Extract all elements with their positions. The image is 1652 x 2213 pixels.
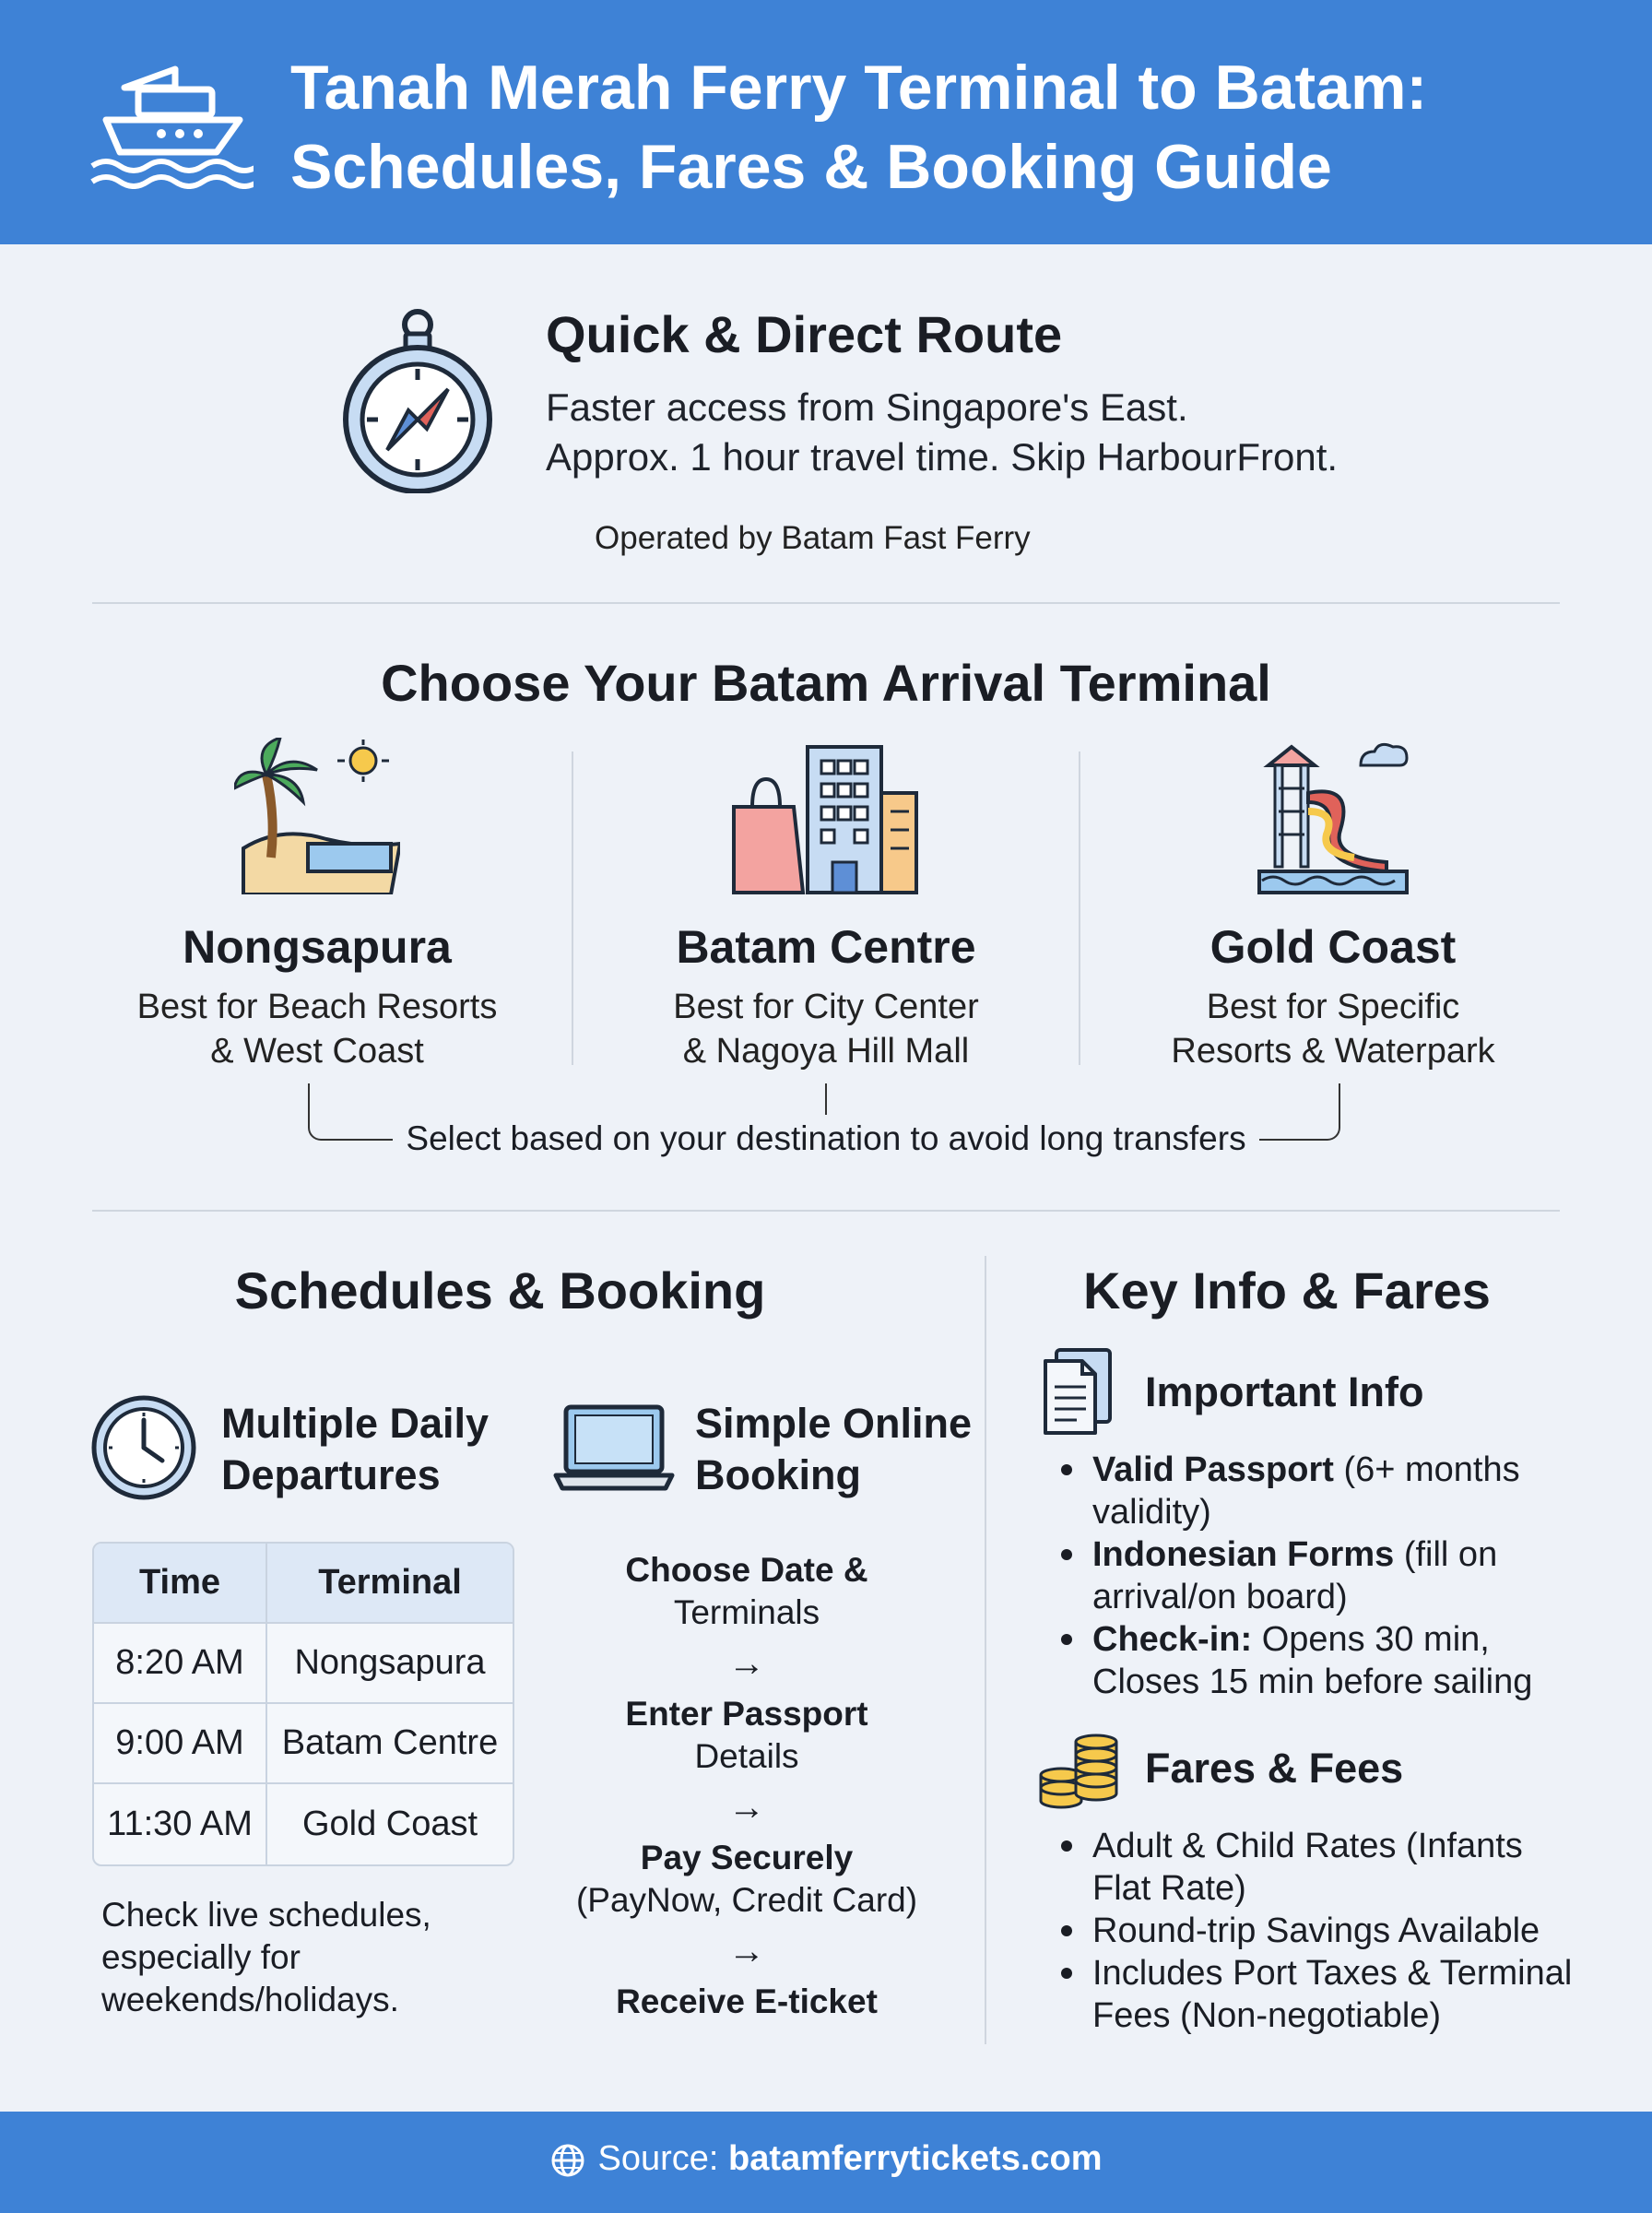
info-item-text: arrival/on board) xyxy=(1092,1578,1348,1616)
fares-list xyxy=(1092,1825,1609,2037)
info-item-text: (fill on xyxy=(1394,1535,1498,1574)
fare-item-text: Round-trip Savings Available xyxy=(1092,1911,1540,1950)
palm-beach-icon xyxy=(234,738,400,894)
info-item-text: (6+ months xyxy=(1333,1450,1520,1489)
note-line: especially for xyxy=(101,1938,301,1976)
title-line-2: Schedules, Fares & Booking Guide xyxy=(290,132,1332,202)
booking-heading xyxy=(695,1398,972,1501)
departures-heading-line: Multiple Daily xyxy=(221,1400,490,1447)
column-divider xyxy=(985,1256,986,2044)
table-header-time: Time xyxy=(94,1544,267,1624)
fare-item-text: Adult & Child Rates (Infants xyxy=(1092,1827,1523,1865)
table-row xyxy=(94,1624,513,1704)
quick-route-line-1: Faster access from Singapore's East. xyxy=(546,385,1188,429)
booking-step-title: Pay Securely xyxy=(640,1839,854,1876)
terminal-desc xyxy=(64,985,571,1073)
terminal-desc-line: Resorts & Waterpark xyxy=(1171,1032,1495,1071)
clock-icon xyxy=(90,1394,197,1501)
booking-heading-line: Simple Online xyxy=(695,1400,973,1447)
terminal-card-nongsapura xyxy=(64,738,571,1073)
header-banner xyxy=(0,0,1652,244)
fare-item-text: Flat Rate) xyxy=(1092,1869,1246,1908)
table-row xyxy=(94,1784,513,1864)
footer-banner xyxy=(0,2112,1652,2213)
info-item-text: Opens 30 min, xyxy=(1252,1620,1490,1659)
booking-step-title: Enter Passport xyxy=(625,1695,868,1733)
laptop-icon xyxy=(553,1402,675,1494)
info-item-text: validity) xyxy=(1092,1493,1211,1532)
list-item xyxy=(1092,1910,1609,1952)
booking-step-detail: Terminals xyxy=(673,1593,820,1631)
info-item-text: Closes 15 min before sailing xyxy=(1092,1663,1533,1701)
arrow-right-icon: → xyxy=(728,1787,765,1828)
terminal-desc-line: Best for City Center xyxy=(673,988,979,1026)
terminal-desc xyxy=(572,985,1080,1073)
booking-step xyxy=(535,1981,959,2023)
ship-icon xyxy=(88,51,254,189)
list-item xyxy=(1092,1825,1609,1910)
source-line xyxy=(0,2139,1652,2179)
divider xyxy=(92,1210,1560,1212)
arrow-right-icon: → xyxy=(728,1643,765,1684)
departures-heading-line: Departures xyxy=(221,1451,441,1498)
info-item-label: Indonesian Forms xyxy=(1092,1535,1395,1574)
page-title xyxy=(290,48,1627,207)
table-header-terminal: Terminal xyxy=(267,1544,513,1624)
list-item xyxy=(1092,1952,1609,2037)
booking-step-title: Choose Date & xyxy=(625,1551,868,1589)
quick-route-title: Quick & Direct Route xyxy=(546,305,1063,363)
table-cell-terminal: Nongsapura xyxy=(267,1624,513,1704)
quick-route-line-2: Approx. 1 hour travel time. Skip HarbourFront. xyxy=(546,435,1339,479)
globe-icon xyxy=(549,2142,586,2179)
table-cell-terminal: Batam Centre xyxy=(267,1704,513,1784)
city-shopping-icon xyxy=(729,738,923,894)
departures-heading xyxy=(221,1398,489,1501)
table-row xyxy=(94,1704,513,1784)
table-cell-time: 11:30 AM xyxy=(94,1784,267,1864)
terminal-card-batam-centre xyxy=(572,738,1080,1073)
important-info-heading: Important Info xyxy=(1145,1368,1424,1415)
terminal-desc-line: & West Coast xyxy=(210,1032,424,1071)
terminal-name: Nongsapura xyxy=(183,921,452,973)
terminal-desc-line: & Nagoya Hill Mall xyxy=(682,1032,970,1071)
source-label: Source: xyxy=(597,2139,728,2178)
title-line-1: Tanah Merah Ferry Terminal to Batam: xyxy=(290,53,1428,123)
schedule-table xyxy=(92,1542,514,1866)
selection-bracket-stem xyxy=(825,1083,827,1115)
fare-item-text: Includes Port Taxes & Terminal xyxy=(1092,1954,1573,1993)
table-cell-time: 9:00 AM xyxy=(94,1704,267,1784)
terminal-card-gold-coast xyxy=(1080,738,1587,1073)
source-link[interactable]: batamferrytickets.com xyxy=(728,2139,1103,2178)
terminal-desc-line: Best for Beach Resorts xyxy=(136,988,498,1026)
schedule-check-note xyxy=(101,1894,489,2021)
booking-heading-line: Booking xyxy=(695,1451,861,1498)
terminals-title: Choose Your Batam Arrival Terminal xyxy=(381,654,1271,712)
document-icon xyxy=(1042,1346,1115,1437)
schedules-title: Schedules & Booking xyxy=(234,1261,766,1320)
booking-step xyxy=(535,1837,959,1922)
fare-item-text: Fees (Non-negotiable) xyxy=(1092,1996,1442,2035)
important-info-list xyxy=(1092,1449,1609,1703)
terminal-name: Batam Centre xyxy=(676,921,976,973)
terminal-desc xyxy=(1080,985,1587,1073)
booking-step-title: Receive E-ticket xyxy=(616,1982,878,2020)
table-header-row xyxy=(94,1544,513,1624)
waterpark-icon xyxy=(1255,738,1411,894)
note-line: Check live schedules, xyxy=(101,1896,431,1934)
list-item xyxy=(1092,1533,1609,1618)
fares-heading: Fares & Fees xyxy=(1145,1745,1404,1792)
info-item-label: Check-in: xyxy=(1092,1620,1253,1659)
booking-step-detail: Details xyxy=(694,1737,799,1775)
booking-step xyxy=(535,1693,959,1778)
operator-note: Operated by Batam Fast Ferry xyxy=(595,520,1031,556)
key-info-title: Key Info & Fares xyxy=(1083,1261,1491,1320)
table-cell-time: 8:20 AM xyxy=(94,1624,267,1704)
terminal-name: Gold Coast xyxy=(1210,921,1457,973)
booking-steps xyxy=(535,1549,959,2023)
note-line: weekends/holidays. xyxy=(101,1981,399,2018)
table-cell-terminal: Gold Coast xyxy=(301,1805,478,1843)
divider xyxy=(92,602,1560,604)
terminal-selection-note-text: Select based on your destination to avoid long transfers xyxy=(393,1119,1258,1157)
compass-icon xyxy=(339,304,496,493)
list-item xyxy=(1092,1618,1609,1703)
info-item-label: Valid Passport xyxy=(1092,1450,1334,1489)
coins-icon xyxy=(1037,1729,1122,1810)
booking-step xyxy=(535,1549,959,1634)
terminal-selection-note xyxy=(0,1119,1652,1158)
booking-step-detail: (PayNow, Credit Card) xyxy=(575,1881,918,1919)
arrow-right-icon: → xyxy=(728,1931,765,1971)
terminal-desc-line: Best for Specific xyxy=(1206,988,1460,1026)
list-item xyxy=(1092,1449,1609,1533)
